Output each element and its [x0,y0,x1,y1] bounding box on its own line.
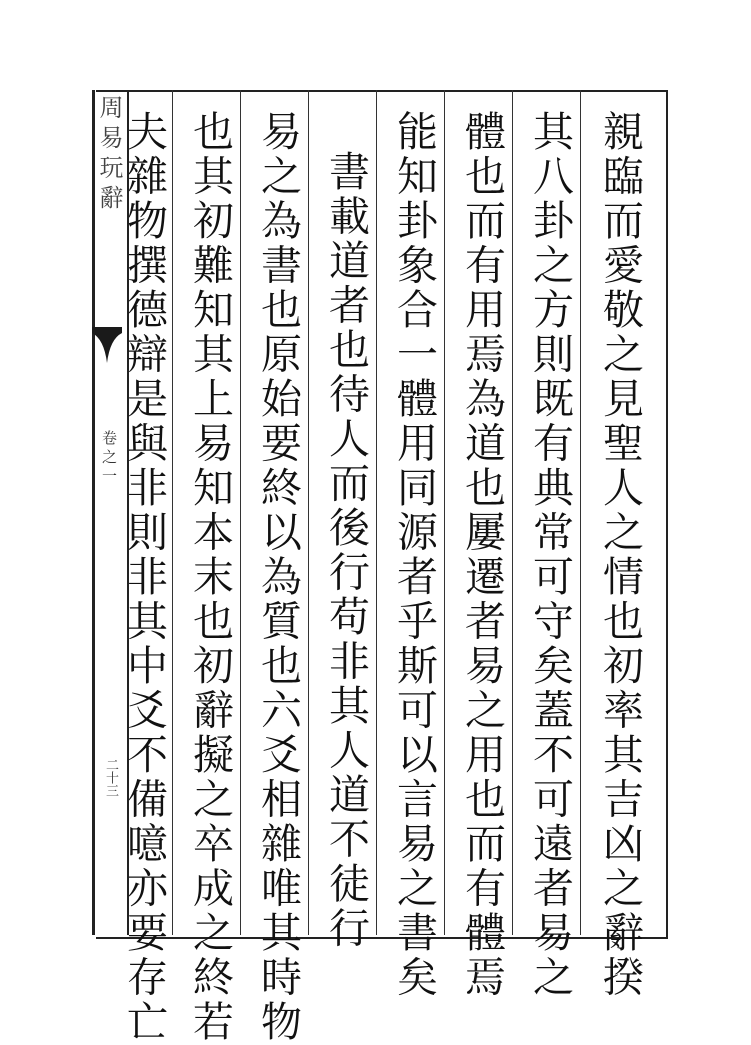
text-column-2: 其八卦之方則既有典常可守矣蓋不可遠者易之 [526,110,574,1000]
column-rule [172,90,173,935]
text-column-1: 親臨而愛敬之見聖人之情也初率其吉凶之辭揆 [596,110,644,1000]
column-rule [308,90,309,935]
text-column-7: 也其初難知其上易知本末也初辭擬之卒成之終若 [186,110,234,1045]
book-title: 周易玩辭 [95,95,123,215]
column-rule [240,90,241,935]
column-rule [512,90,513,935]
column-rule [444,90,445,935]
text-column-4: 能知卦象合一體用同源者乎斯可以言易之書矣 [390,110,438,1000]
page-number: 二十三 [103,758,118,797]
text-column-5: 書載道者也待人而後行苟非其人道不徒行 [322,150,370,951]
text-column-6: 易之為書也原始要終以為質也六爻相雜唯其時物 [254,110,302,1045]
page-frame [96,90,668,1045]
column-rule [376,90,377,935]
text-column-8: 夫雜物撰德辯是與非則非其中爻不備噫亦要存亡 [120,110,168,1045]
text-column-3: 體也而有用焉為道也屢遷者易之用也而有體焉 [458,110,506,1000]
column-rule [580,90,581,935]
fish-tail-mark-icon [90,325,124,365]
volume-label: 卷之一 [100,430,118,487]
